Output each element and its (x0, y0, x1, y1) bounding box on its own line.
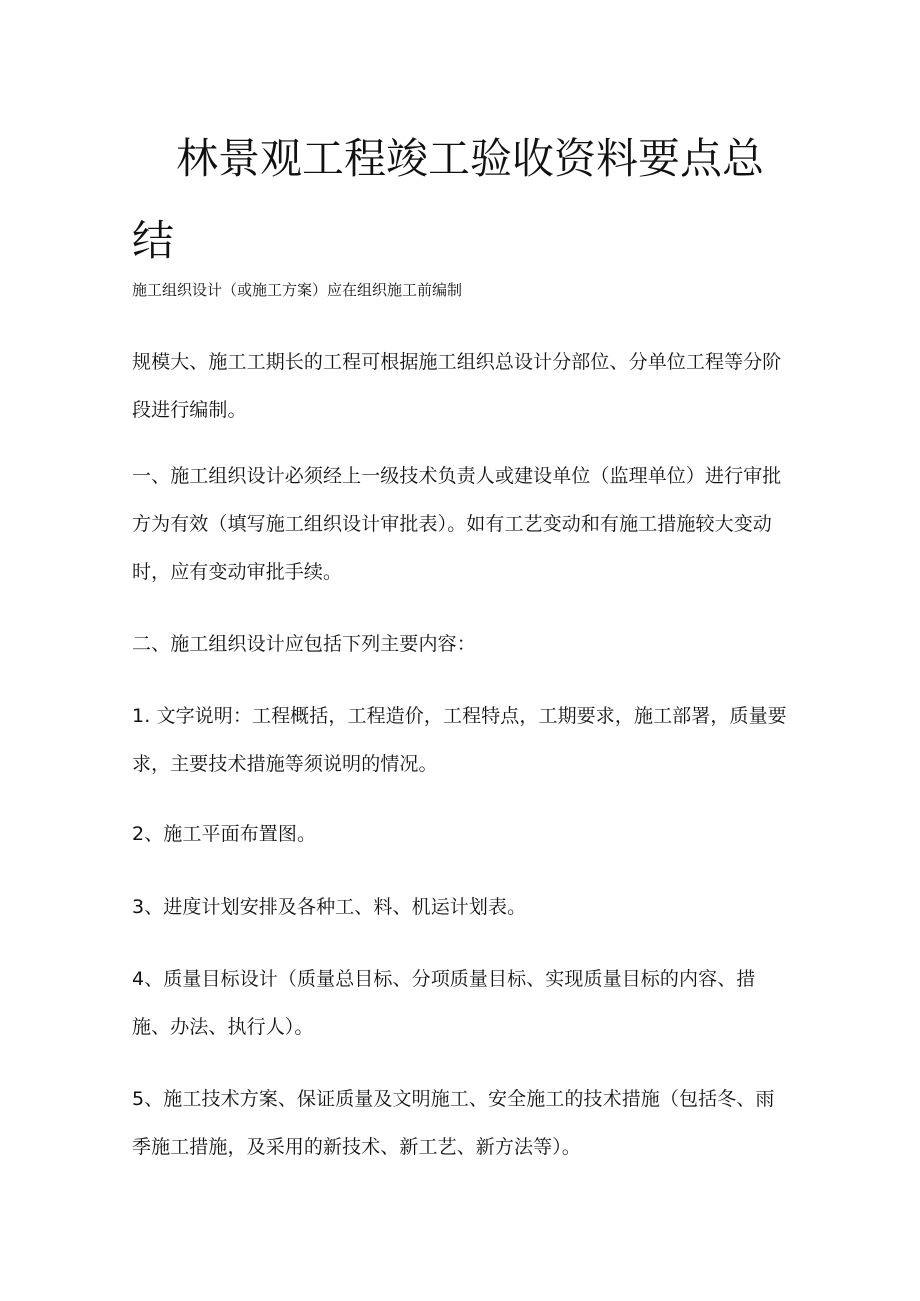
paragraph-item-3: 3、进度计划安排及各种工、料、机运计划表。 (132, 896, 527, 918)
paragraph-scale-note: 规模大、施工工期长的工程可根据施工组织总设计分部位、分单位工程等分阶段进行编制。 (132, 351, 782, 421)
paragraph-item-5: 5、施工技术方案、保证质量及文明施工、安全施工的技术措施（包括冬、雨季施工措施，及采用的新技术、新工艺、新方法等）。 (132, 1088, 775, 1158)
paragraph-item-1: 1. 文字说明：工程概括，工程造价，工程特点，工期要求，施工部署，质量要求，主要技术措施等须说明的情况。 (132, 705, 787, 775)
paragraph-content-heading: 二、施工组织设计应包括下列主要内容： (132, 633, 476, 655)
paragraph-approval: 一、施工组织设计必须经上一级技术负责人或建设单位（监理单位）进行审批方为有效（填写施工组织设计审批表）。如有工艺变动和有施工措施较大变动时，应有变动审批手续。 (132, 465, 782, 583)
paragraph-item-4: 4、质量目标设计（质量总目标、分项质量目标、实现质量目标的内容、措施、办法、执行人）。 (132, 968, 756, 1038)
paragraph-item-2: 2、施工平面布置图。 (132, 823, 317, 845)
document-subtitle: 施工组织设计（或施工方案）应在组织施工前编制 (132, 281, 463, 299)
document-title: 林景观工程竣工验收资料要点总结 (132, 134, 765, 265)
